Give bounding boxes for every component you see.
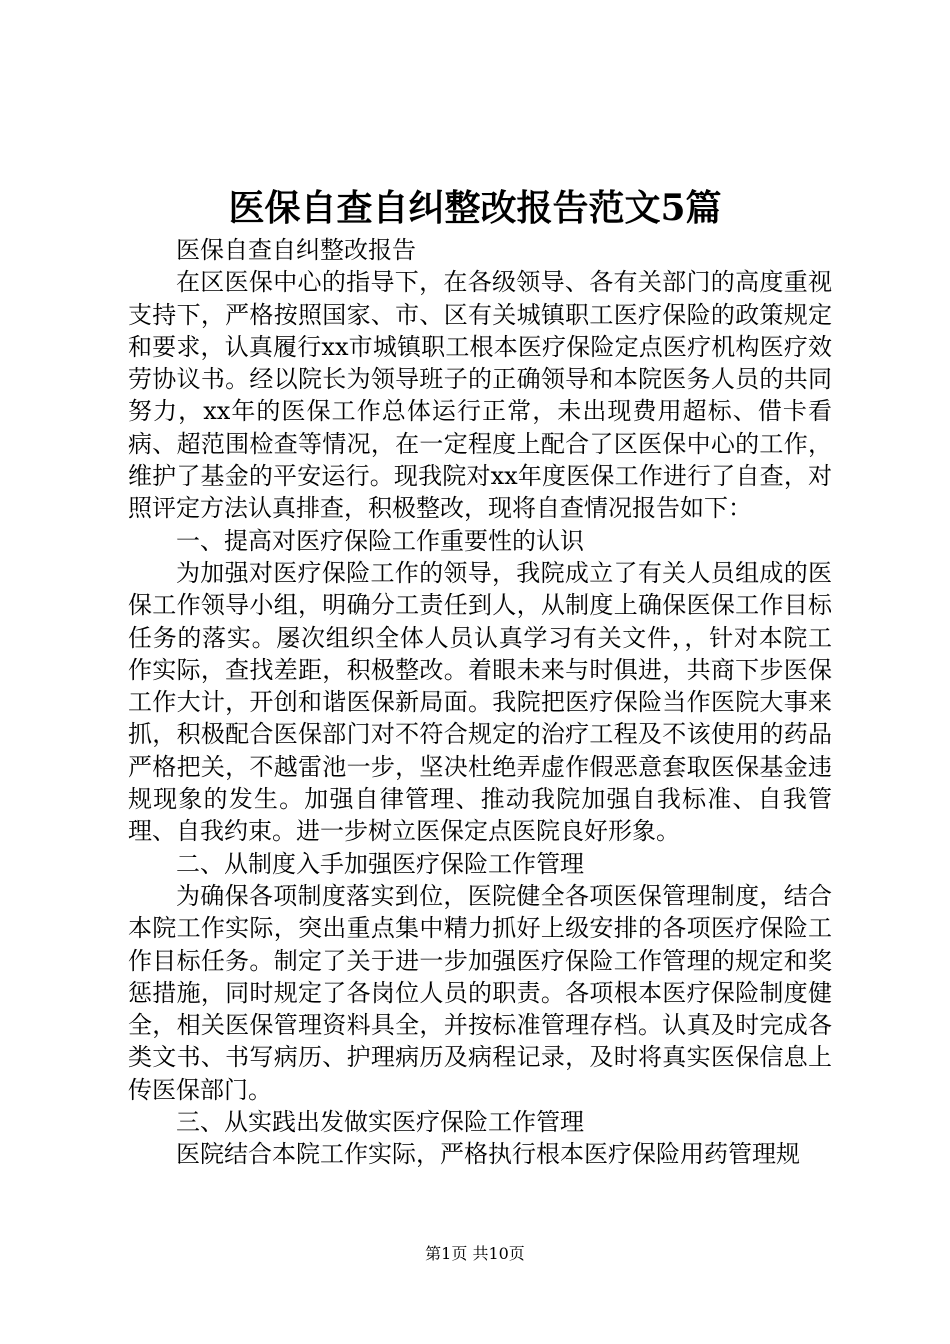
subtitle: 医保自查自纠整改报告 (176, 236, 416, 264)
section-heading-1: 一、提高对医疗保险工作重要性的认识 (176, 526, 584, 555)
page-footer: 第1页 共10页 (425, 1244, 525, 1263)
document-body (128, 234, 832, 1171)
section-heading-2: 二、从制度入手加强医疗保险工作管理 (176, 849, 584, 878)
paragraph-section-1: 为加强对医疗保险工作的领导，我院成立了有关人员组成的医保工作领导小组，明确分工责任到人，从制度上确保医保工作目标任务的落实。屡次组织全体人员认真学习有关文件，，针对本院工作实际，查找差距，积极整改。着眼未来与时俱进，共商下步医保工作大计，开创和谐医保新局面。我院把医疗保险当作医院大事来抓，积极配合医保部门对不符合规定的治疗工程及不该使用的药品严格把关，不越雷池一步，坚决杜绝弄虚作假恶意套取医保基金违规现象的发生。加强自律管理、推动我院加强自我标准、自我管理、自我约束。进一步树立医保定点医院良好形象。 (128, 558, 832, 846)
paragraph-intro: 在区医保中心的指导下，在各级领导、各有关部门的高度重视支持下，严格按照国家、市、区有关城镇职工医疗保险的政策规定和要求，认真履行xx市城镇职工根本医疗保险定点医疗机构医疗效劳协议书。经以院长为领导班子的正确领导和本院医务人员的共同努力，xx年的医保工作总体运行正常，未出现费用超标、借卡看病、超范围检查等情况，在一定程度上配合了区医保中心的工作，维护了基金的平安运行。现我院对xx年度医保工作进行了自查，对照评定方法认真排查，积极整改，现将自查情况报告如下： (128, 268, 832, 523)
paragraph-section-3: 医院结合本院工作实际，严格执行根本医疗保险用药管理规 (176, 1140, 800, 1169)
section-heading-3: 三、从实践出发做实医疗保险工作管理 (176, 1108, 584, 1137)
paragraph-section-2: 为确保各项制度落实到位，医院健全各项医保管理制度，结合本院工作实际，突出重点集中精力抓好上级安排的各项医疗保险工作目标任务。制定了关于进一步加强医疗保险工作管理的规定和奖惩措施，同时规定了各岗位人员的职责。各项根本医疗保险制度健全，相关医保管理资料具全，并按标准管理存档。认真及时完成各类文书、书写病历、护理病历及病程记录，及时将真实医保信息上传医保部门。 (128, 881, 832, 1104)
document-title: 医保自查自纠整改报告范文5篇 (228, 187, 722, 229)
